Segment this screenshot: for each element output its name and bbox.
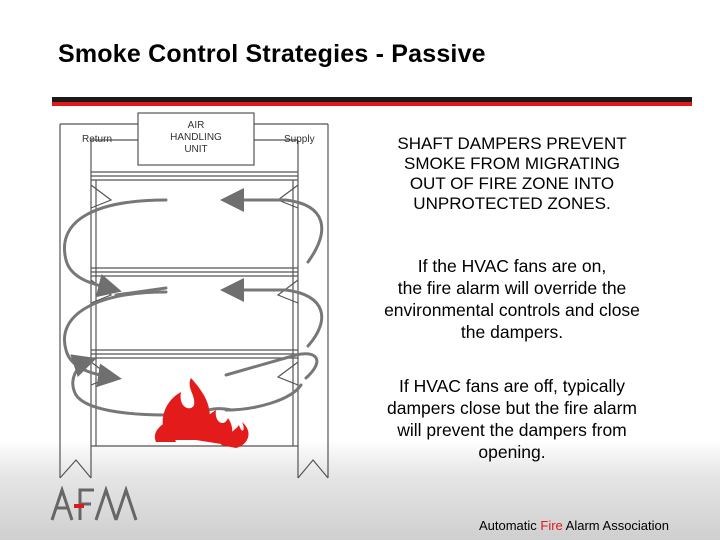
paragraph-line: environmental controls and close (384, 300, 640, 320)
title-rule-red (52, 102, 692, 106)
paragraph-line: dampers close but the fire alarm (387, 398, 637, 418)
paragraph-line: If HVAC fans are off, typically (399, 376, 625, 396)
smoke-control-diagram (56, 110, 346, 495)
slide-title: Smoke Control Strategies - Passive (58, 40, 486, 68)
ahu-label-line1: AIR (187, 120, 205, 131)
footer-organization (479, 518, 669, 533)
paragraph-line: If the HVAC fans are on, (417, 256, 607, 276)
paragraph-line: the fire alarm will override the (397, 278, 627, 298)
paragraph-line: opening. (478, 442, 546, 462)
fans-on-paragraph (356, 255, 668, 343)
fans-off-paragraph (356, 375, 668, 463)
return-label: Return (82, 134, 113, 145)
fire-icon (155, 378, 249, 448)
damper-heading (356, 134, 668, 214)
afaa-logo (50, 486, 140, 522)
heading-line: SHAFT DAMPERS PREVENT (397, 134, 627, 153)
paragraph-line: the dampers. (460, 322, 564, 342)
footer-org-part: Automatic (478, 518, 541, 533)
footer-org-fire: Fire (540, 518, 563, 533)
paragraph-line: will prevent the dampers from (397, 420, 627, 440)
footer-org-part: Alarm Association (562, 518, 669, 533)
supply-label: Supply (284, 134, 315, 145)
heading-line: OUT OF FIRE ZONE INTO (409, 174, 615, 193)
ahu-label-line3: UNIT (184, 144, 208, 155)
heading-line: SMOKE FROM MIGRATING (404, 154, 620, 173)
heading-line: UNPROTECTED ZONES. (413, 194, 611, 213)
ahu-label-line2: HANDLING (170, 132, 222, 143)
